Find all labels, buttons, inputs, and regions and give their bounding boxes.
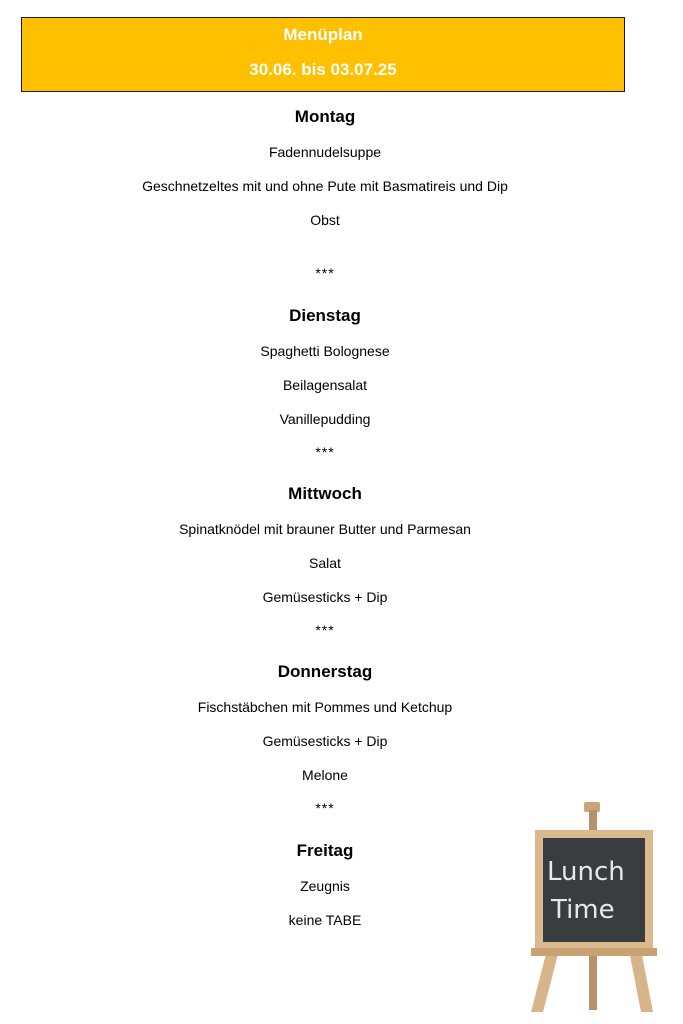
separator: *** — [315, 444, 335, 460]
dish-item: Zeugnis — [300, 878, 350, 894]
dish-item: keine TABE — [288, 912, 362, 928]
dish-item: Spinatknödel mit brauner Butter und Parmesan — [179, 521, 471, 537]
dish-item: Geschnetzeltes mit und ohne Pute mit Basmatireis und Dip — [142, 178, 508, 194]
chalkboard-shelf — [531, 948, 657, 956]
chalkboard-text-line1: Lunch — [547, 857, 625, 887]
day-heading-donnerstag: Donnerstag — [277, 662, 373, 681]
lunch-time-chalkboard-image — [525, 800, 665, 1018]
separator: *** — [315, 622, 335, 638]
dish-item: Fischstäbchen mit Pommes und Ketchup — [197, 699, 453, 715]
chalkboard-text-line2: Time — [551, 895, 615, 925]
day-heading-mittwoch: Mittwoch — [288, 484, 362, 503]
dish-item: Gemüsesticks + Dip — [262, 589, 388, 605]
menu-header — [21, 17, 625, 92]
dish-item: Beilagensalat — [282, 377, 368, 393]
dish-item: Melone — [302, 767, 348, 783]
menu-date-range: 30.06. bis 03.07.25 — [249, 60, 397, 79]
separator: *** — [315, 800, 335, 816]
dish-item: Gemüsesticks + Dip — [262, 733, 388, 749]
menu-title: Menüplan — [283, 25, 363, 44]
dish-item: Vanillepudding — [279, 411, 371, 427]
chalkboard-surface — [543, 838, 645, 942]
separator: *** — [315, 265, 335, 281]
dish-item: Salat — [309, 555, 341, 571]
dish-item: Fadennudelsuppe — [268, 144, 382, 160]
easel-left-leg — [531, 950, 559, 1012]
dish-item: Obst — [310, 212, 340, 228]
day-heading-dienstag: Dienstag — [289, 306, 361, 325]
day-heading-freitag: Freitag — [296, 841, 354, 860]
dish-item: Spaghetti Bolognese — [260, 343, 390, 359]
day-heading-montag: Montag — [294, 107, 356, 126]
easel-right-leg — [629, 950, 653, 1012]
